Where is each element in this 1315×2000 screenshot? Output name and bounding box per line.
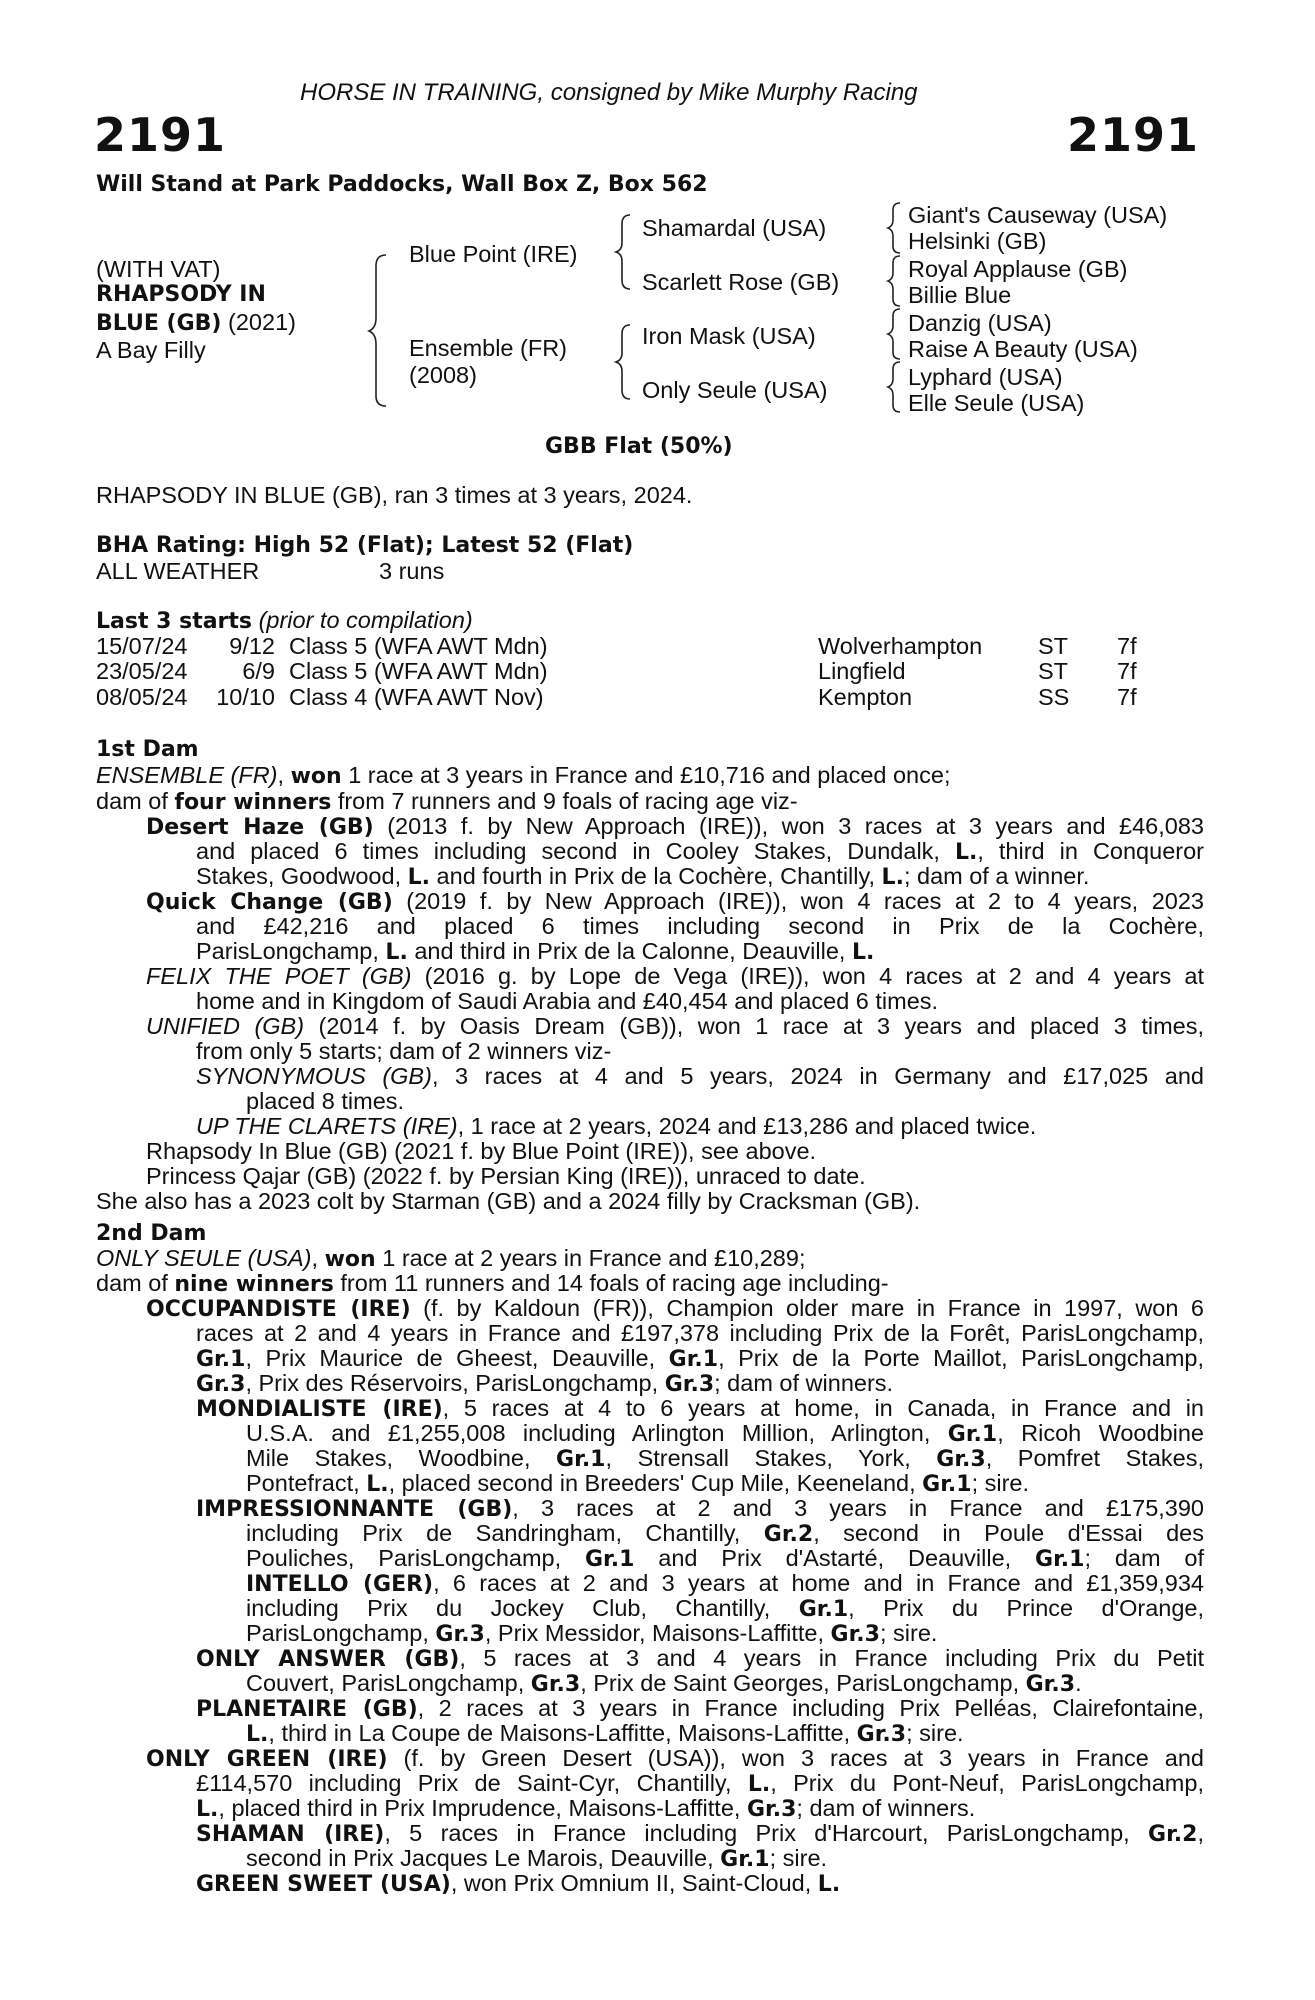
start-pos: 10/10 — [216, 683, 275, 710]
produce-unified — [146, 1014, 1204, 1040]
text: (2016 g. by Lope de Vega (IRE)), won 4 races at 2 and 4 years at — [411, 963, 1204, 989]
group: Gr.3 — [196, 1372, 246, 1397]
race-summary: RHAPSODY IN BLUE (GB), ran 3 times at 3 years, 2024. — [96, 482, 693, 508]
pedigree-sire-dam: Scarlett Rose (GB) — [642, 269, 840, 295]
pedigree-dam: Ensemble (FR) — [409, 335, 568, 361]
impressionnante-l2 — [246, 1521, 1204, 1548]
start-pos: 9/12 — [229, 633, 275, 659]
group: Gr.1 — [922, 1472, 972, 1497]
start-going: SS — [1038, 683, 1070, 710]
pedigree-g5: Danzig (USA) — [908, 310, 1052, 336]
text: , Prix des Réservoirs, ParisLongchamp, — [245, 1370, 665, 1396]
text: ; dam of a winner. — [903, 863, 1090, 889]
start-dist: 7f — [1117, 633, 1137, 659]
only-green-l3 — [196, 1796, 975, 1823]
lot-number-left: 2191 — [94, 108, 227, 162]
start-course: Kempton — [818, 683, 913, 710]
winners-count: nine winners — [174, 1272, 334, 1297]
intello-l1 — [246, 1571, 1204, 1598]
produce-name: FELIX THE POET (GB) — [146, 963, 412, 989]
group: Gr.3 — [856, 1722, 907, 1747]
start-race: Class 5 (WFA AWT Mdn) — [289, 658, 548, 685]
shaman-l2 — [246, 1846, 827, 1873]
only-green-l2 — [196, 1771, 1204, 1798]
text: Pontefract, — [246, 1470, 367, 1496]
text: , Prix du Pont-Neuf, ParisLongchamp, — [770, 1770, 1204, 1796]
text: ParisLongchamp, — [246, 1620, 436, 1646]
text: , second in Poule d'Essai des — [813, 1520, 1204, 1546]
second-dam-heading: 2nd Dam — [96, 1221, 207, 1246]
impressionnante-l1 — [196, 1496, 1204, 1523]
text: U.S.A. and £1,255,008 including Arlington Million, Arlington, — [246, 1420, 948, 1446]
last-starts-title: Last 3 starts — [96, 609, 253, 634]
listed: L. — [407, 865, 431, 890]
text: , third in Conqueror — [977, 838, 1204, 864]
group: Gr.1 — [1035, 1547, 1085, 1572]
won-label: won — [290, 764, 342, 789]
text: (f. by Kaldoun (FR)), Champion older mare in France in 1997, won 6 — [410, 1295, 1204, 1321]
produce-desert-haze-l2 — [196, 839, 1204, 866]
pedigree-sire-sire: Shamardal (USA) — [642, 215, 827, 241]
text: , Strensall Stakes, York, — [605, 1445, 937, 1471]
start-race: Class 4 (WFA AWT Nov) — [289, 683, 544, 710]
listed: L. — [851, 940, 875, 965]
text: , 6 races at 2 and 3 years at home and in France and £1,359,934 — [433, 1570, 1204, 1596]
second-dam-name: ONLY SEULE (USA) — [96, 1245, 312, 1271]
start-date: 08/05/24 — [96, 683, 188, 710]
produce-quick-change-l2: and £42,216 and placed 6 times including second in Prix de la Cochère, — [196, 913, 1204, 939]
start-race: Class 5 (WFA AWT Mdn) — [289, 633, 548, 659]
text: (2014 f. by Oasis Dream (GB)), won 1 race at 3 years and placed 3 times, — [304, 1013, 1204, 1039]
stand-location: Will Stand at Park Paddocks, Wall Box Z, Box 562 — [96, 172, 708, 197]
category-tag: GBB Flat (50%) — [545, 434, 733, 459]
text: and placed 6 times including second in Cooley Stakes, Dundalk, — [196, 838, 955, 864]
produce-name: MONDIALISTE (IRE) — [196, 1397, 443, 1422]
text: , placed third in Prix Imprudence, Maisons-Laffitte, — [218, 1795, 747, 1821]
mondialiste-l3 — [246, 1446, 1204, 1473]
planetaire-l1 — [196, 1696, 1204, 1723]
produce-name: SYNONYMOUS (GB) — [196, 1063, 432, 1089]
produce-desert-haze-l3 — [196, 864, 1089, 891]
only-answer-l2 — [246, 1671, 1082, 1698]
start-going: ST — [1038, 658, 1069, 685]
lot-number-right: 2191 — [1066, 108, 1199, 162]
pedigree-g2: Helsinki (GB) — [908, 228, 1047, 254]
group: Gr.3 — [830, 1622, 880, 1647]
text: Couvert, ParisLongchamp, — [246, 1670, 531, 1696]
listed: L. — [881, 865, 904, 890]
text: , Ricoh Woodbine — [997, 1420, 1204, 1446]
text: . — [1075, 1670, 1082, 1696]
pedigree-dam-sire: Iron Mask (USA) — [642, 323, 816, 349]
produce-name: SHAMAN (IRE) — [196, 1822, 385, 1847]
impressionnante-l3 — [246, 1546, 1204, 1573]
intello-l2 — [246, 1596, 1204, 1623]
text: second in Prix Jacques Le Marois, Deauville, — [246, 1845, 721, 1871]
start-dist: 7f — [1117, 683, 1137, 710]
green-sweet-l1 — [196, 1871, 840, 1898]
produce-name: ONLY ANSWER (GB) — [196, 1647, 460, 1672]
winners-count: four winners — [174, 790, 332, 815]
horse-name-line2: BLUE (GB) — [96, 311, 222, 336]
listed: L. — [385, 940, 408, 965]
start-course: Lingfield — [818, 658, 906, 685]
mondialiste-l4 — [246, 1471, 1029, 1498]
produce-name: Desert Haze (GB) — [146, 815, 374, 840]
text: and third in Prix de la Calonne, Deauville, — [407, 938, 852, 964]
produce-name: Quick Change (GB) — [146, 890, 393, 915]
start-pos: 6/9 — [242, 658, 275, 685]
listed: L. — [817, 1872, 841, 1897]
text: , 2 races at 3 years in France including Prix Pelléas, Clairefontaine, — [417, 1695, 1204, 1721]
group: Gr.2 — [1148, 1822, 1198, 1847]
first-dam-heading: 1st Dam — [96, 737, 199, 762]
produce-rhapsody: Rhapsody In Blue (GB) (2021 f. by Blue Point (IRE)), see above. — [146, 1138, 817, 1164]
produce-synonymous — [196, 1064, 1204, 1090]
text: and Prix d'Astarté, Deauville, — [634, 1545, 1036, 1571]
pedigree-dam-dam: Only Seule (USA) — [642, 377, 828, 403]
pedigree-g7: Lyphard (USA) — [908, 364, 1063, 390]
text: , — [277, 762, 291, 788]
group: Gr.1 — [584, 1547, 635, 1572]
text: , Prix Maurice de Gheest, Deauville, — [245, 1345, 669, 1371]
text: ; dam of winners. — [796, 1795, 976, 1821]
text: , Prix Messidor, Maisons-Laffitte, — [484, 1620, 831, 1646]
occupandiste-l3 — [196, 1346, 1204, 1373]
start-course: Wolverhampton — [818, 633, 983, 659]
first-dam-line1 — [96, 763, 950, 790]
pedigree-g1: Giant's Causeway (USA) — [908, 202, 1168, 228]
text: from 11 runners and 14 foals of racing age including- — [333, 1270, 889, 1296]
second-dam-line1 — [96, 1246, 805, 1273]
text: ; sire. — [906, 1720, 964, 1746]
listed: L. — [366, 1472, 389, 1497]
group: Gr.3 — [746, 1797, 797, 1822]
planetaire-l2 — [246, 1721, 964, 1748]
produce-name: INTELLO (GER) — [246, 1572, 434, 1597]
group: Gr.3 — [1025, 1672, 1076, 1697]
text: ; sire. — [879, 1620, 938, 1646]
group: Gr.3 — [664, 1372, 715, 1397]
text: , 3 races at 4 and 5 years, 2024 in Germany and £17,025 and — [431, 1063, 1204, 1089]
pedigree-g4: Billie Blue — [908, 282, 1012, 308]
group: Gr.1 — [798, 1597, 849, 1622]
text: Stakes, Goodwood, — [196, 863, 408, 889]
pedigree-sire: Blue Point (IRE) — [409, 241, 578, 267]
first-dam-name: ENSEMBLE (FR) — [96, 762, 278, 788]
text: from 7 runners and 9 foals of racing age viz- — [331, 788, 798, 814]
text: dam of — [96, 788, 175, 814]
group: Gr.1 — [947, 1422, 998, 1447]
start-dist: 7f — [1117, 658, 1137, 685]
pedigree-g3: Royal Applause (GB) — [908, 256, 1128, 282]
text: ; sire. — [971, 1470, 1030, 1496]
text: (f. by Green Desert (USA)), won 3 races at 3 years in France and — [387, 1745, 1204, 1771]
text: 1 race at 3 years in France and £10,716 and placed once; — [341, 762, 951, 788]
text: ParisLongchamp, — [196, 938, 386, 964]
surface-runs: 3 runs — [379, 558, 445, 584]
pedigree-dam-year: (2008) — [409, 362, 477, 388]
produce-quick-change — [146, 889, 1204, 916]
text: , 1 race at 2 years, 2024 and £13,286 and placed twice. — [457, 1113, 1037, 1139]
group: Gr.3 — [936, 1447, 986, 1472]
group: Gr.3 — [435, 1622, 485, 1647]
text: , 5 races at 4 to 6 years at home, in Canada, in France and in — [442, 1395, 1205, 1421]
text: , Prix de Saint Georges, ParisLongchamp, — [580, 1670, 1026, 1696]
first-dam-line2 — [96, 789, 798, 816]
text: ; sire. — [769, 1845, 828, 1871]
vat-label: (WITH VAT) — [96, 256, 221, 282]
text: dam of — [96, 1270, 175, 1296]
consignment-line: HORSE IN TRAINING, consigned by Mike Murphy Racing — [300, 79, 918, 106]
text: , Pomfret Stakes, — [985, 1445, 1204, 1471]
mondialiste-l2 — [246, 1421, 1204, 1448]
produce-name: PLANETAIRE (GB) — [196, 1697, 418, 1722]
produce-felix-the-poet — [146, 964, 1204, 990]
text: , Prix de la Porte Maillot, ParisLongchamp, — [718, 1345, 1204, 1371]
listed: L. — [747, 1772, 771, 1797]
produce-quick-change-l3 — [196, 939, 874, 966]
text: , 5 races at 3 and 4 years in France including Prix du Petit — [459, 1645, 1204, 1671]
produce-name: UNIFIED (GB) — [146, 1013, 305, 1039]
horse-year: (2021) — [228, 309, 296, 335]
produce-up-the-clarets — [196, 1114, 1036, 1140]
produce-desert-haze — [146, 814, 1204, 841]
group: Gr.3 — [530, 1672, 581, 1697]
text: 1 race at 2 years in France and £10,289; — [375, 1245, 806, 1271]
listed: L. — [954, 840, 978, 865]
produce-princess-qajar: Princess Qajar (GB) (2022 f. by Persian King (IRE)), unraced to date. — [146, 1163, 866, 1189]
shaman-l1 — [196, 1821, 1204, 1848]
text: , placed second in Breeders' Cup Mile, Keeneland, — [388, 1470, 923, 1496]
pedigree-g8: Elle Seule (USA) — [908, 390, 1085, 416]
only-answer-l1 — [196, 1646, 1204, 1673]
surface-label: ALL WEATHER — [96, 558, 260, 584]
group: Gr.1 — [668, 1347, 719, 1372]
listed: L. — [196, 1797, 219, 1822]
produce-unified-l2: from only 5 starts; dam of 2 winners viz- — [196, 1038, 612, 1064]
pedigree-g6: Raise A Beauty (USA) — [908, 336, 1138, 362]
horse-name-line1: RHAPSODY IN — [96, 282, 266, 307]
group: Gr.1 — [196, 1347, 246, 1372]
produce-name: IMPRESSIONNANTE (GB) — [196, 1497, 513, 1522]
text: , 3 races at 2 and 3 years in France and £175,390 — [512, 1495, 1205, 1521]
produce-name: ONLY GREEN (IRE) — [146, 1747, 388, 1772]
text: , — [1197, 1820, 1204, 1846]
last-starts-note: (prior to compilation) — [258, 607, 473, 633]
text: (2013 f. by New Approach (IRE)), won 3 races at 3 years and £46,083 — [373, 813, 1204, 839]
group: Gr.2 — [763, 1522, 814, 1547]
first-dam-footer: She also has a 2023 colt by Starman (GB) and a 2024 filly by Cracksman (GB). — [96, 1188, 921, 1214]
text: , third in La Coupe de Maisons-Laffitte, Maisons-Laffitte, — [268, 1720, 857, 1746]
text: including Prix du Jockey Club, Chantilly, — [246, 1595, 799, 1621]
group: Gr.1 — [556, 1447, 606, 1472]
intello-l3 — [246, 1621, 937, 1648]
start-date: 23/05/24 — [96, 658, 188, 685]
text: ; dam of — [1084, 1545, 1204, 1571]
text: (2019 f. by New Approach (IRE)), won 4 races at 2 to 4 years, 2023 — [392, 888, 1204, 914]
last-starts-heading — [96, 608, 473, 635]
produce-name: UP THE CLARETS (IRE) — [196, 1113, 458, 1139]
text: Mile Stakes, Woodbine, — [246, 1445, 557, 1471]
text: , 5 races in France including Prix d'Harcourt, ParisLongchamp, — [384, 1820, 1149, 1846]
text: ; dam of winners. — [714, 1370, 894, 1396]
text: , Prix du Prince d'Orange, — [848, 1595, 1204, 1621]
won-label: won — [324, 1247, 376, 1272]
group: Gr.1 — [720, 1847, 770, 1872]
bha-rating: BHA Rating: High 52 (Flat); Latest 52 (Flat) — [96, 533, 634, 558]
start-going: ST — [1038, 633, 1069, 659]
listed: L. — [246, 1722, 269, 1747]
text: , won Prix Omnium II, Saint-Cloud, — [450, 1870, 818, 1896]
text: including Prix de Sandringham, Chantilly, — [246, 1520, 764, 1546]
text: and fourth in Prix de la Cochère, Chantilly, — [430, 863, 882, 889]
produce-name: GREEN SWEET (USA) — [196, 1872, 451, 1897]
start-date: 15/07/24 — [96, 633, 188, 659]
horse-description: A Bay Filly — [96, 337, 206, 363]
mondialiste-l1 — [196, 1396, 1204, 1423]
occupandiste-l4 — [196, 1371, 893, 1398]
only-green-l1 — [146, 1746, 1204, 1773]
text: £114,570 including Prix de Saint-Cyr, Chantilly, — [196, 1770, 748, 1796]
text: , — [311, 1245, 325, 1271]
produce-name: OCCUPANDISTE (IRE) — [146, 1297, 411, 1322]
produce-synonymous-l2: placed 8 times. — [246, 1088, 405, 1114]
second-dam-line2 — [96, 1271, 889, 1298]
occupandiste-l2: races at 2 and 4 years in France and £197,378 including Prix de la Forêt, ParisLongchamp, — [196, 1320, 1204, 1346]
occupandiste-l1 — [146, 1296, 1204, 1323]
text: Pouliches, ParisLongchamp, — [246, 1545, 585, 1571]
produce-felix-the-poet-l2: home and in Kingdom of Saudi Arabia and £40,454 and placed 6 times. — [196, 988, 939, 1014]
